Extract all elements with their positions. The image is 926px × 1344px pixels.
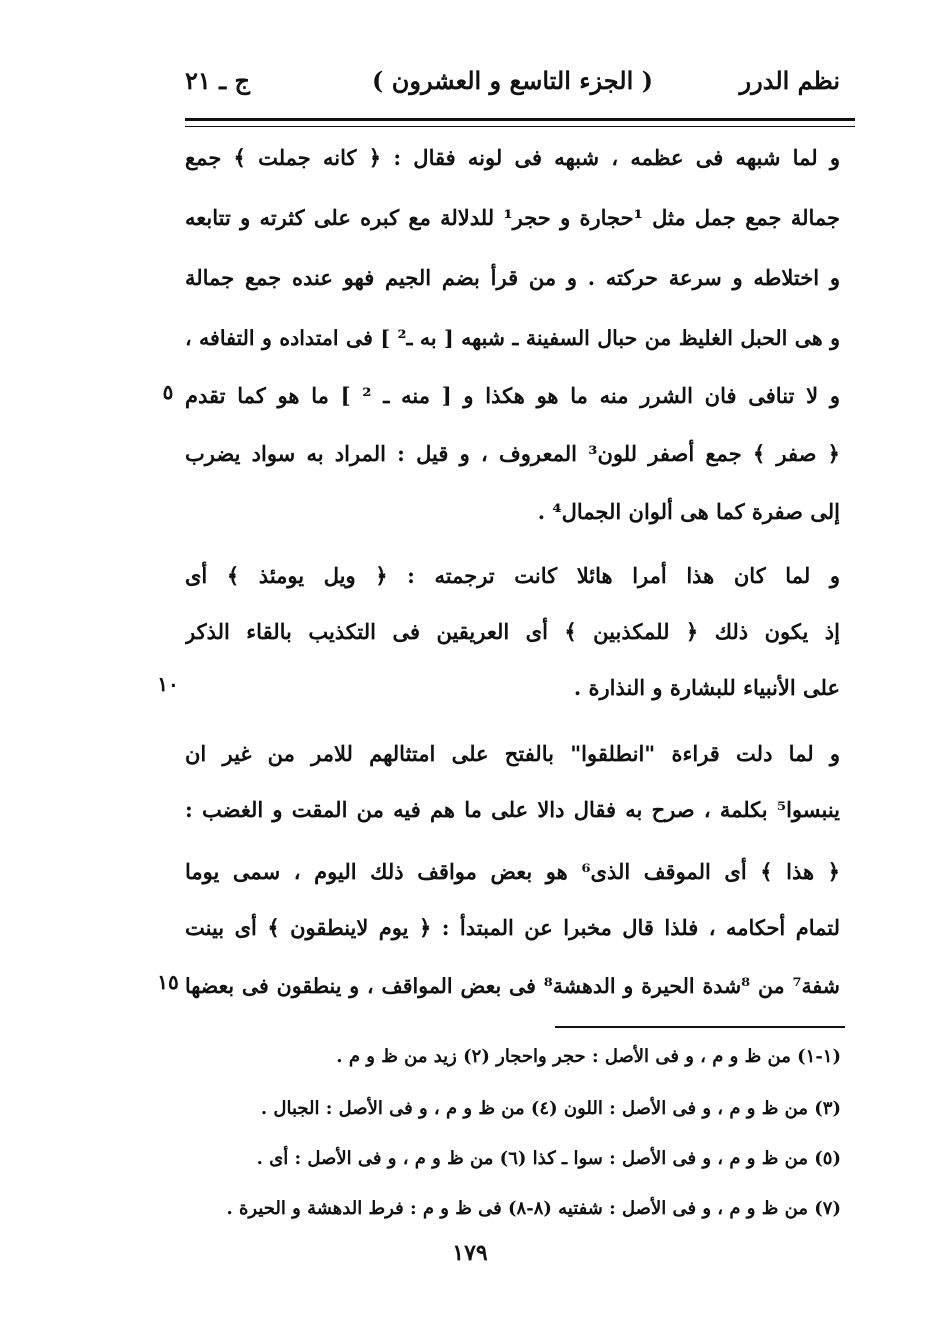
text-line: ينبسوا⁵ بكلمة ، صرح به فقال دالا على ما هم فيه من المقت و الغضب : <box>185 797 840 822</box>
footnote-line: (١-١) من ظ و م ، و فى الأصل : حجر واحجار (٢) زيد من ظ و م . <box>336 1046 841 1067</box>
volume-number: ج ـ ٢١ <box>185 66 251 95</box>
footnote-line: (٧) من ظ و م ، و فى الأصل : شفتيه (٨-٨) فى ظ و م : فرط الدهشة و الحيرة . <box>226 1198 841 1219</box>
text-line: ﴿ هذا ﴾ أى الموقف الذى⁶ هو بعض مواقف ذلك اليوم ، سمى يوما <box>185 859 840 884</box>
line-number-15: ١٥ <box>157 970 179 994</box>
text-line: و لما كان هذا أمرا هائلا كانت ترجمته : ﴿ ويل يومئذ ﴾ أى <box>185 563 840 588</box>
text-line: إذ يكون ذلك ﴿ للمكذبين ﴾ أى العريقين فى التكذيب بالقاء الذكر <box>185 619 840 644</box>
text-line: إلى صفرة كما هى ألوان الجمال⁴ . <box>537 499 840 524</box>
text-line: على الأنبياء للبشارة و النذارة . <box>573 675 840 700</box>
text-line: و لا تنافى فان الشرر منه ما هو هكذا و [ منه ـ ² ] ما هو كما تقدم <box>185 383 840 408</box>
text-line: و لما شبهه فى عظمه ، شبهه فى لونه فقال : ﴿ كانه جملت ﴾ جمع <box>185 145 840 170</box>
text-line: جمالة جمع جمل مثل ¹حجارة و حجر¹ للدلالة مع كبره على كثرته و تتابعه <box>185 205 840 230</box>
text-line: شفة⁷ من ⁸شدة الحيرة و الدهشة⁸ فى بعض المواقف ، و ينطقون فى بعضها <box>185 974 840 998</box>
footnote-rule <box>555 1026 845 1028</box>
line-number-10: ١٠ <box>157 672 179 696</box>
text-line: و هى الحبل الغليظ من حبال السفينة ـ شبهه [ به ـ² ] فى امتداده و التفافه ، <box>185 326 840 350</box>
footnote-line: (٣) من ظ و م ، و فى الأصل : اللون (٤) من ظ و م ، و فى الأصل : الجبال . <box>260 1098 841 1119</box>
header-rule-thick <box>185 118 855 121</box>
text-line: و لما دلت قراءة "انطلقوا" بالفتح على امتثالهم للامر من غير ان <box>185 741 840 766</box>
text-line: ﴿ صفر ﴾ جمع أصفر للون³ المعروف ، و قيل : المراد به سواد يضرب <box>185 441 840 466</box>
text-line: لتمام أحكامه ، فلذا قال مخبرا عن المبتدأ : ﴿ يوم لاينطقون ﴾ أى بينت <box>185 915 840 940</box>
page-number: ١٧٩ <box>452 1240 488 1266</box>
running-header <box>185 66 840 110</box>
part-title: ( الجزء التاسع و العشرون ) <box>372 66 653 95</box>
footnote-line: (٥) من ظ و م ، و فى الأصل : سوا ـ كذا (٦) من ظ و م ، و فى الأصل : أى . <box>256 1148 841 1169</box>
line-number-5: ٥ <box>162 380 174 404</box>
text-line: و اختلاطه و سرعة حركته . و من قرأ بضم الجيم فهو عنده جمع جمالة <box>185 265 840 290</box>
header-rule-thin <box>185 126 855 127</box>
book-title: نظم الدرر <box>739 66 840 95</box>
